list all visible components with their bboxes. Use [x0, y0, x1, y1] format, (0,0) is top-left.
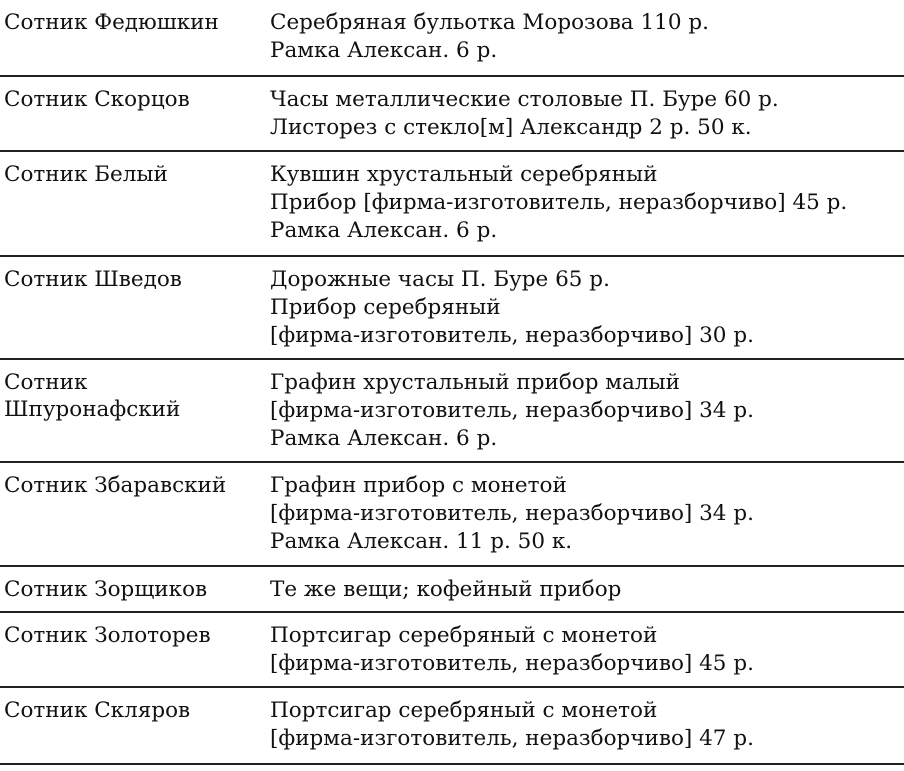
gift-line: Графин хрустальный прибор малый: [270, 370, 680, 395]
recipient-name: [4, 369, 254, 423]
name-line: Сотник Збаравский: [4, 473, 227, 498]
gift-line: [фирма-изготовитель, неразборчиво] 34 р.: [270, 501, 754, 526]
table-row: [0, 613, 904, 688]
gift-list: [270, 622, 900, 678]
gift-line: Рамка Алексан. 6 р.: [270, 218, 498, 243]
gift-list: [270, 472, 900, 556]
gift-line: Портсигар серебряный с монетой: [270, 698, 658, 723]
gift-line: Те же вещи; кофейный прибор: [270, 577, 622, 602]
recipient-name: [4, 161, 254, 188]
gift-line: [фирма-изготовитель, неразборчиво] 30 р.: [270, 323, 754, 348]
table-row: [0, 360, 904, 463]
name-line: Сотник Скорцов: [4, 87, 190, 112]
gift-line: [фирма-изготовитель, неразборчиво] 47 р.: [270, 726, 754, 751]
gift-line: Листорез с стекло[м] Александр 2 р. 50 к.: [270, 115, 752, 140]
recipient-name: [4, 576, 254, 603]
gift-line: Портсигар серебряный с монетой: [270, 623, 658, 648]
gift-line: Дорожные часы П. Буре 65 р.: [270, 267, 610, 292]
recipient-name: [4, 86, 254, 113]
gift-line: Прибор серебряный: [270, 295, 501, 320]
name-line: Шпуронафский: [4, 397, 181, 422]
recipient-name: [4, 622, 254, 649]
gift-list: [270, 9, 900, 65]
gift-line: Рамка Алексан. 6 р.: [270, 426, 498, 451]
gift-list: [270, 86, 900, 142]
name-line: Сотник Золоторев: [4, 623, 211, 648]
recipient-name: [4, 9, 254, 36]
table-row: [0, 0, 904, 77]
gift-line: Рамка Алексан. 6 р.: [270, 38, 498, 63]
table-row: [0, 152, 904, 257]
gift-line: Часы металлические столовые П. Буре 60 р.: [270, 87, 779, 112]
gift-list: [270, 697, 900, 753]
recipient-name: [4, 472, 254, 499]
gift-line: Прибор [фирма-изготовитель, неразборчиво] 45 р.: [270, 190, 848, 215]
gift-list: [270, 161, 900, 245]
name-line: Сотник Шведов: [4, 267, 182, 292]
name-line: Сотник Зорщиков: [4, 577, 208, 602]
name-line: Сотник Белый: [4, 162, 168, 187]
name-line: Сотник Федюшкин: [4, 10, 219, 35]
table-row: [0, 77, 904, 152]
gift-list: [270, 266, 900, 350]
gift-list: [270, 369, 900, 453]
table-row: [0, 688, 904, 765]
table-row: [0, 463, 904, 567]
table-row: [0, 257, 904, 360]
gift-line: [фирма-изготовитель, неразборчиво] 45 р.: [270, 651, 754, 676]
gift-line: [фирма-изготовитель, неразборчиво] 34 р.: [270, 398, 754, 423]
gift-line: Графин прибор с монетой: [270, 473, 567, 498]
table-row: [0, 567, 904, 613]
name-line: Сотник Скляров: [4, 698, 191, 723]
name-line: Сотник: [4, 370, 88, 395]
recipient-name: [4, 697, 254, 724]
recipient-name: [4, 266, 254, 293]
gift-line: Кувшин хрустальный серебряный: [270, 162, 658, 187]
gift-line: Рамка Алексан. 11 р. 50 к.: [270, 529, 573, 554]
gift-line: Серебряная бульотка Морозова 110 р.: [270, 10, 709, 35]
gift-list: [270, 576, 900, 604]
